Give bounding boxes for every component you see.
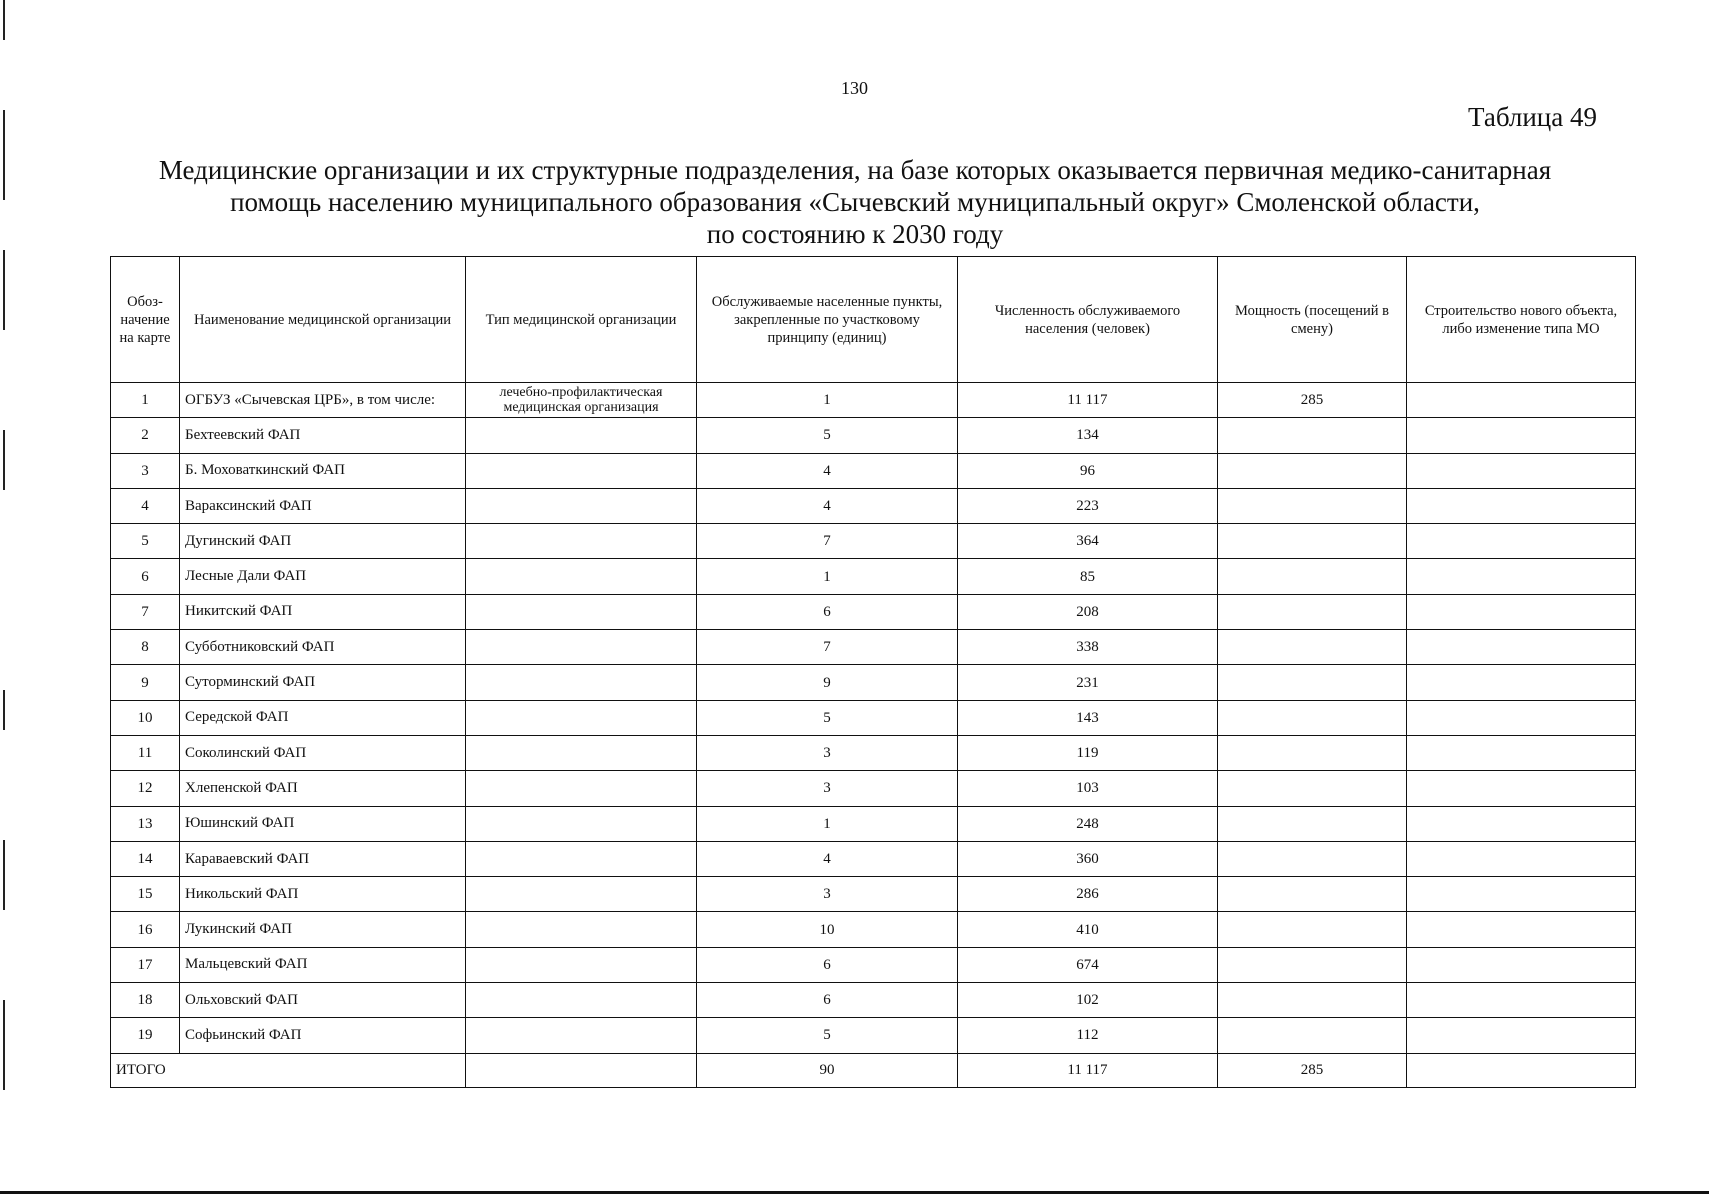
row-num: 1 xyxy=(111,383,180,418)
row-localities: 4 xyxy=(697,453,958,488)
table-row xyxy=(111,1018,1636,1053)
row-construction xyxy=(1407,700,1636,735)
header-name: Наименование медицинской организации xyxy=(180,257,466,383)
row-num: 14 xyxy=(111,841,180,876)
row-construction xyxy=(1407,771,1636,806)
row-name: Б. Моховаткинский ФАП xyxy=(180,453,466,488)
row-capacity xyxy=(1218,488,1407,523)
row-population: 96 xyxy=(958,453,1218,488)
row-construction xyxy=(1407,1018,1636,1053)
row-population: 248 xyxy=(958,806,1218,841)
scan-edge-mark xyxy=(3,110,5,200)
row-capacity xyxy=(1218,983,1407,1018)
row-population: 410 xyxy=(958,912,1218,947)
row-localities: 4 xyxy=(697,841,958,876)
row-type xyxy=(466,488,697,523)
document-title xyxy=(100,154,1610,250)
row-num: 8 xyxy=(111,630,180,665)
table-row xyxy=(111,594,1636,629)
scan-edge-mark xyxy=(3,1000,5,1090)
row-localities: 1 xyxy=(697,559,958,594)
row-construction xyxy=(1407,630,1636,665)
row-type xyxy=(466,912,697,947)
row-localities: 10 xyxy=(697,912,958,947)
row-construction xyxy=(1407,841,1636,876)
table-body xyxy=(111,383,1636,1054)
row-construction xyxy=(1407,912,1636,947)
row-capacity xyxy=(1218,947,1407,982)
row-population: 143 xyxy=(958,700,1218,735)
row-name: Никитский ФАП xyxy=(180,594,466,629)
table-row xyxy=(111,947,1636,982)
row-type xyxy=(466,418,697,453)
scan-edge-mark xyxy=(3,0,5,40)
row-name: Середской ФАП xyxy=(180,700,466,735)
row-num: 13 xyxy=(111,806,180,841)
row-localities: 6 xyxy=(697,983,958,1018)
row-capacity xyxy=(1218,877,1407,912)
row-localities: 3 xyxy=(697,877,958,912)
row-type xyxy=(466,735,697,770)
row-population: 208 xyxy=(958,594,1218,629)
row-population: 231 xyxy=(958,665,1218,700)
row-construction xyxy=(1407,559,1636,594)
row-construction xyxy=(1407,594,1636,629)
row-name: ОГБУЗ «Сычевская ЦРБ», в том числе: xyxy=(180,383,466,418)
row-construction xyxy=(1407,524,1636,559)
row-num: 5 xyxy=(111,524,180,559)
total-construction xyxy=(1407,1053,1636,1087)
row-population: 286 xyxy=(958,877,1218,912)
row-capacity xyxy=(1218,524,1407,559)
row-capacity xyxy=(1218,806,1407,841)
page-number: 130 xyxy=(841,78,868,98)
row-population: 103 xyxy=(958,771,1218,806)
row-type xyxy=(466,700,697,735)
total-row xyxy=(111,1053,1636,1087)
header-type: Тип медицинской организации xyxy=(466,257,697,383)
row-num: 4 xyxy=(111,488,180,523)
row-localities: 4 xyxy=(697,488,958,523)
row-type: лечебно-профилактическая медицинская организация xyxy=(466,383,697,418)
row-num: 17 xyxy=(111,947,180,982)
row-population: 102 xyxy=(958,983,1218,1018)
table-row xyxy=(111,771,1636,806)
row-population: 364 xyxy=(958,524,1218,559)
row-type xyxy=(466,594,697,629)
row-type xyxy=(466,983,697,1018)
row-num: 15 xyxy=(111,877,180,912)
scan-edge-mark xyxy=(3,690,5,730)
header-construction: Строительство нового объекта, либо изменение типа МО xyxy=(1407,257,1636,383)
row-localities: 7 xyxy=(697,524,958,559)
table-row xyxy=(111,735,1636,770)
table-row xyxy=(111,665,1636,700)
row-population: 360 xyxy=(958,841,1218,876)
row-name: Суторминский ФАП xyxy=(180,665,466,700)
row-population: 338 xyxy=(958,630,1218,665)
row-construction xyxy=(1407,735,1636,770)
row-type xyxy=(466,665,697,700)
row-type xyxy=(466,771,697,806)
row-name: Соколинский ФАП xyxy=(180,735,466,770)
header-num: Обоз-начение на карте xyxy=(111,257,180,383)
row-num: 10 xyxy=(111,700,180,735)
row-name: Софьинский ФАП xyxy=(180,1018,466,1053)
row-construction xyxy=(1407,947,1636,982)
row-name: Дугинский ФАП xyxy=(180,524,466,559)
table-row xyxy=(111,806,1636,841)
row-num: 16 xyxy=(111,912,180,947)
row-num: 2 xyxy=(111,418,180,453)
table-row xyxy=(111,488,1636,523)
row-name: Вараксинский ФАП xyxy=(180,488,466,523)
row-capacity xyxy=(1218,841,1407,876)
row-capacity xyxy=(1218,1018,1407,1053)
row-capacity xyxy=(1218,912,1407,947)
row-population: 119 xyxy=(958,735,1218,770)
row-construction xyxy=(1407,383,1636,418)
row-type xyxy=(466,630,697,665)
row-construction xyxy=(1407,983,1636,1018)
row-capacity xyxy=(1218,771,1407,806)
organizations-table xyxy=(110,256,1636,1088)
row-localities: 9 xyxy=(697,665,958,700)
row-type xyxy=(466,524,697,559)
row-capacity xyxy=(1218,700,1407,735)
row-num: 9 xyxy=(111,665,180,700)
row-population: 11 117 xyxy=(958,383,1218,418)
row-capacity xyxy=(1218,453,1407,488)
row-localities: 5 xyxy=(697,700,958,735)
row-type xyxy=(466,947,697,982)
table-row xyxy=(111,841,1636,876)
scan-edge-mark xyxy=(3,840,5,910)
row-construction xyxy=(1407,418,1636,453)
row-name: Лесные Дали ФАП xyxy=(180,559,466,594)
row-capacity xyxy=(1218,418,1407,453)
scan-edge-mark xyxy=(3,430,5,490)
table-row xyxy=(111,559,1636,594)
row-construction xyxy=(1407,806,1636,841)
title-line-3: по состоянию к 2030 году xyxy=(706,219,1004,249)
row-num: 3 xyxy=(111,453,180,488)
row-type xyxy=(466,1018,697,1053)
header-localities: Обслуживаемые населенные пункты, закрепленные по участковому принципу (единиц) xyxy=(697,257,958,383)
row-capacity xyxy=(1218,594,1407,629)
table-row xyxy=(111,524,1636,559)
total-type xyxy=(466,1053,697,1087)
row-localities: 6 xyxy=(697,947,958,982)
row-construction xyxy=(1407,877,1636,912)
row-num: 12 xyxy=(111,771,180,806)
row-population: 674 xyxy=(958,947,1218,982)
row-localities: 1 xyxy=(697,383,958,418)
row-capacity xyxy=(1218,665,1407,700)
row-num: 6 xyxy=(111,559,180,594)
row-construction xyxy=(1407,488,1636,523)
row-name: Ольховский ФАП xyxy=(180,983,466,1018)
row-name: Субботниковский ФАП xyxy=(180,630,466,665)
header-population: Численность обслуживаемого населения (человек) xyxy=(958,257,1218,383)
row-population: 85 xyxy=(958,559,1218,594)
table-row xyxy=(111,983,1636,1018)
row-capacity: 285 xyxy=(1218,383,1407,418)
row-name: Хлепенской ФАП xyxy=(180,771,466,806)
table-row xyxy=(111,418,1636,453)
table-row xyxy=(111,700,1636,735)
row-localities: 3 xyxy=(697,771,958,806)
row-localities: 1 xyxy=(697,806,958,841)
header-capacity: Мощность (посещений в смену) xyxy=(1218,257,1407,383)
table-row xyxy=(111,877,1636,912)
row-construction xyxy=(1407,665,1636,700)
header-row xyxy=(111,257,1636,383)
total-label: ИТОГО xyxy=(111,1053,466,1087)
row-num: 19 xyxy=(111,1018,180,1053)
title-line-2: помощь населению муниципального образования «Сычевский муниципальный округ» Смоленской области, xyxy=(230,187,1480,217)
total-population: 11 117 xyxy=(958,1053,1218,1087)
row-capacity xyxy=(1218,735,1407,770)
row-name: Мальцевский ФАП xyxy=(180,947,466,982)
row-type xyxy=(466,559,697,594)
total-localities: 90 xyxy=(697,1053,958,1087)
row-construction xyxy=(1407,453,1636,488)
row-num: 11 xyxy=(111,735,180,770)
row-name: Юшинский ФАП xyxy=(180,806,466,841)
row-num: 7 xyxy=(111,594,180,629)
row-capacity xyxy=(1218,630,1407,665)
row-localities: 5 xyxy=(697,418,958,453)
bottom-rule xyxy=(0,1191,1709,1194)
row-name: Бехтеевский ФАП xyxy=(180,418,466,453)
table-row xyxy=(111,630,1636,665)
row-localities: 3 xyxy=(697,735,958,770)
row-localities: 7 xyxy=(697,630,958,665)
table-row xyxy=(111,912,1636,947)
row-population: 223 xyxy=(958,488,1218,523)
table-label: Таблица 49 xyxy=(1468,102,1597,132)
row-localities: 6 xyxy=(697,594,958,629)
scan-edge-mark xyxy=(3,250,5,330)
row-num: 18 xyxy=(111,983,180,1018)
row-name: Никольский ФАП xyxy=(180,877,466,912)
row-name: Караваевский ФАП xyxy=(180,841,466,876)
table-row xyxy=(111,453,1636,488)
title-line-1: Медицинские организации и их структурные подразделения, на базе которых оказывается первичная медико-санитарная xyxy=(158,155,1552,185)
row-population: 112 xyxy=(958,1018,1218,1053)
row-type xyxy=(466,806,697,841)
row-name: Лукинский ФАП xyxy=(180,912,466,947)
total-capacity: 285 xyxy=(1218,1053,1407,1087)
table-row xyxy=(111,383,1636,418)
row-type xyxy=(466,841,697,876)
row-population: 134 xyxy=(958,418,1218,453)
row-localities: 5 xyxy=(697,1018,958,1053)
row-type xyxy=(466,877,697,912)
row-capacity xyxy=(1218,559,1407,594)
row-type xyxy=(466,453,697,488)
